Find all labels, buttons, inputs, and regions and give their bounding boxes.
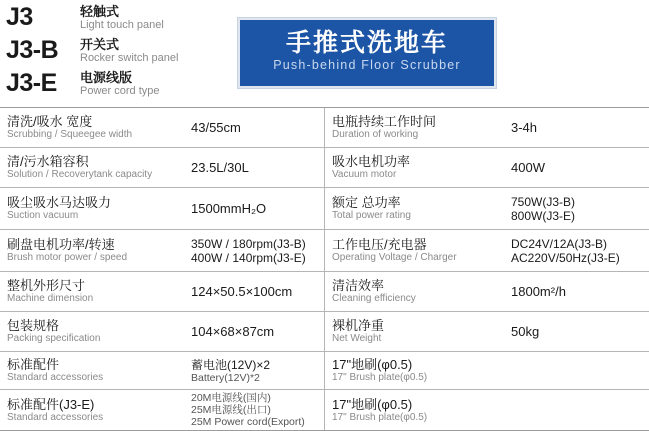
spec-label-cn: 清/污水箱容积 — [7, 154, 89, 169]
spec-value-text: 50kg — [511, 324, 540, 339]
spec-label-en: Scrubbing / Squeegee width — [7, 129, 133, 140]
spec-label-en: Solution / Recoverytank capacity — [7, 169, 153, 180]
spec-label-cn: 吸尘吸水马达吸力 — [7, 195, 112, 210]
spec-label-cn: 裸机净重 — [332, 318, 385, 333]
spec-value — [184, 272, 324, 311]
spec-label-en: Cleaning efficiency — [332, 293, 416, 304]
spec-value — [504, 390, 649, 430]
spec-value-text: 20M电源线(国内) — [191, 392, 271, 404]
spec-label — [324, 312, 504, 351]
spec-value — [504, 352, 649, 389]
spec-label-cn: 标准配件 — [7, 357, 60, 372]
spec-value-text: 23.5L/30L — [191, 160, 249, 175]
model-names — [80, 70, 159, 98]
spec-label — [0, 108, 184, 147]
product-title-box — [238, 18, 496, 88]
spec-value-text-2: 400W / 140rpm(J3-E) — [191, 250, 306, 265]
spec-value — [184, 108, 324, 147]
header — [0, 0, 649, 107]
spec-value-text: 104×68×87cm — [191, 324, 275, 339]
specifications-table — [0, 107, 649, 431]
model-name-en: Power cord type — [80, 85, 160, 97]
spec-value — [504, 230, 649, 271]
model-code: J3 — [6, 3, 33, 31]
spec-label-en: Brush motor power / speed — [7, 252, 128, 263]
spec-label-en: Operating Voltage / Charger — [332, 252, 457, 263]
spec-label — [0, 188, 184, 229]
spec-label-en: Vacuum motor — [332, 169, 397, 180]
spec-label-cn: 工作电压/充电器 — [332, 237, 427, 252]
model-name-en: Rocker switch panel — [80, 52, 179, 64]
spec-value — [504, 188, 649, 229]
spec-label-cn: 包装规格 — [7, 318, 60, 333]
spec-value — [504, 272, 649, 311]
spec-label-en: Total power rating — [332, 210, 411, 221]
table-row — [0, 188, 649, 230]
model-name-cn: 轻触式 — [80, 4, 120, 19]
product-title-cn: 手推式洗地车 — [285, 29, 448, 57]
spec-label-en: Packing specification — [7, 333, 101, 344]
spec-label-en: 17" Brush plate(φ0.5) — [332, 411, 428, 423]
model-row — [6, 70, 236, 103]
spec-value — [184, 188, 324, 229]
spec-value-text-2: 800W(J3-E) — [511, 208, 576, 223]
spec-value-text: 750W(J3-B) — [511, 194, 576, 209]
spec-value-text-2: Battery(12V)*2 — [191, 371, 260, 384]
spec-label-en: Net Weight — [332, 333, 382, 344]
spec-value — [184, 390, 324, 430]
spec-value-text: 1500mmH₂O — [191, 201, 267, 216]
table-row — [0, 312, 649, 352]
table-row — [0, 148, 649, 188]
spec-label — [324, 108, 504, 147]
spec-label — [0, 230, 184, 271]
spec-value-text: 124×50.5×100cm — [191, 284, 293, 299]
spec-value — [504, 108, 649, 147]
model-names — [80, 37, 178, 65]
table-row — [0, 272, 649, 312]
spec-label-en: 17" Brush plate(φ0.5) — [332, 372, 428, 383]
model-code: J3-E — [6, 69, 57, 97]
spec-value — [184, 230, 324, 271]
spec-value — [184, 352, 324, 389]
spec-value — [504, 312, 649, 351]
model-row — [6, 37, 236, 70]
spec-value-text: 1800m²/h — [511, 284, 566, 299]
spec-label — [324, 390, 504, 430]
spec-label-cn: 吸水电机功率 — [332, 154, 411, 169]
spec-label — [324, 352, 504, 389]
spec-value-text: 43/55cm — [191, 120, 241, 135]
spec-label — [324, 148, 504, 187]
product-title-en: Push-behind Floor Scrubber — [273, 58, 461, 72]
spec-label — [0, 352, 184, 389]
spec-label — [324, 272, 504, 311]
table-row — [0, 352, 649, 390]
spec-label-cn: 清洗/吸水 宽度 — [7, 114, 93, 129]
model-name-cn: 开关式 — [80, 37, 120, 52]
spec-label-cn: 刷盘电机功率/转速 — [7, 237, 115, 252]
spec-label-en: Suction vacuum — [7, 210, 79, 221]
table-row — [0, 108, 649, 148]
spec-value-text: 400W — [511, 160, 545, 175]
spec-value-text: 3-4h — [511, 120, 538, 135]
spec-label — [0, 312, 184, 351]
model-name-en: Light touch panel — [80, 19, 164, 31]
spec-label — [324, 188, 504, 229]
spec-value-text-2: 25M电源线(出口) — [191, 404, 271, 416]
spec-value-text-2: AC220V/50Hz(J3-E) — [511, 250, 620, 265]
spec-label-cn: 17"地刷(φ0.5) — [332, 396, 413, 412]
spec-label-en: Standard accessories — [7, 372, 104, 383]
spec-label-cn: 额定 总功率 — [332, 195, 401, 210]
model-names — [80, 4, 164, 32]
spec-label-en: Standard accessories — [7, 411, 104, 423]
spec-label-en: Duration of working — [332, 129, 419, 140]
spec-value-text-3: 25M Power cord(Export) — [191, 416, 305, 428]
spec-label-cn: 整机外形尺寸 — [7, 278, 86, 293]
spec-label — [0, 148, 184, 187]
spec-label-en: Machine dimension — [7, 293, 94, 304]
spec-value — [184, 148, 324, 187]
spec-label — [0, 390, 184, 430]
model-code: J3-B — [6, 36, 59, 64]
spec-label-cn: 清洁效率 — [332, 278, 385, 293]
spec-value-text: 350W / 180rpm(J3-B) — [191, 236, 306, 251]
model-row — [6, 4, 236, 37]
spec-label — [324, 230, 504, 271]
spec-value — [184, 312, 324, 351]
spec-value-text: 蓄电池(12V)×2 — [191, 357, 271, 372]
table-row — [0, 230, 649, 272]
model-list — [6, 4, 236, 103]
spec-value — [504, 148, 649, 187]
spec-label-cn: 标准配件(J3-E) — [7, 396, 95, 412]
spec-label — [0, 272, 184, 311]
model-name-cn: 电源线版 — [80, 70, 133, 85]
spec-label-cn: 电瓶持续工作时间 — [332, 114, 437, 129]
spec-value-text: DC24V/12A(J3-B) — [511, 236, 608, 251]
spec-label-cn: 17"地刷(φ0.5) — [332, 357, 413, 372]
